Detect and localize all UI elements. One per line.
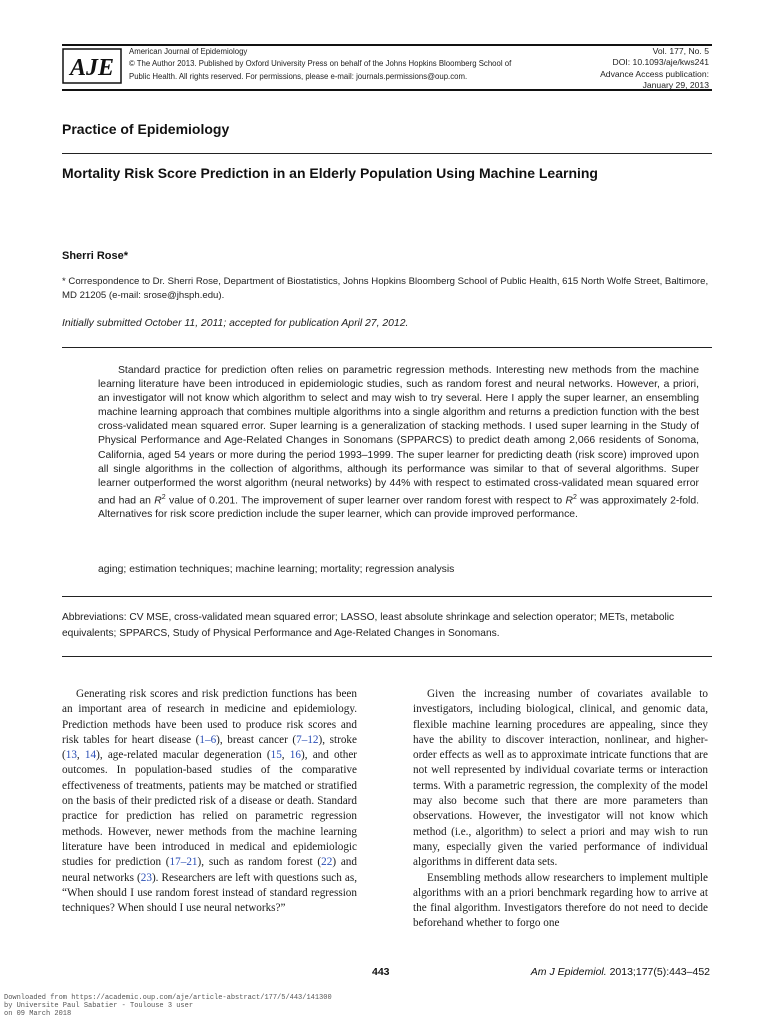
journal-name: American Journal of Epidemiology	[129, 47, 248, 56]
body-left-column	[62, 687, 357, 916]
body-text: ), and other outcomes. In population-based studies of the comparative effectiveness of treatments, patients may be matched or stratified on the basis of their predicted risk of a disease or death. Standard practice for prediction has relied on parametric regression methods. However, newer methods from the machine learning literature have been introduced in medical and epidemiologic studies for prediction (	[62, 749, 358, 869]
citation-details: 2013;177(5):443–452	[606, 966, 710, 978]
author-name: Sherri Rose*	[62, 250, 129, 262]
citation-link[interactable]: 16	[289, 749, 301, 762]
body-top-rule	[62, 656, 712, 657]
citation-link[interactable]: 1–6	[199, 733, 217, 746]
body-text: ), age-related macular degeneration (	[96, 749, 271, 762]
header-bottom-rule	[62, 89, 712, 91]
doi-line: DOI: 10.1093/aje/kws241	[612, 57, 709, 68]
right-paragraph-2: Ensembling methods allow researchers to implement multiple algorithms with an a priori benchmark regarding how to arrive at the final algorithm. Investigators therefore do not need to decide beforehand whether to forgo one	[413, 871, 708, 930]
right-paragraph-1: Given the increasing number of covariates available to investigators, including biological, clinical, and genomic data, flexible machine learning procedures are appealing, since they have the ability to discover interaction, nonlinear, and higher-order effects as well as to approximate intricate functions that are not well represented by individual covariate terms or interaction terms. With a parametric regression, the complexity of the model may also become such that there are more parameters than observations. However, the investigator will not know which method (i.e., algorithm) to select a priori and may wish to run many, especially given the varied performance of individual algorithms in different data sets.	[413, 688, 708, 869]
abstract-text-part1: Standard practice for prediction often relies on parametric regression methods. Interesting new methods from the machine learning literature have been introduced in epidemiologic studies, such as random forest and neural networks. However, a priori, an investigator will not know which algorithm to select and may wish to try several. Here I apply the super learner, an ensembling machine learning approach that combines multiple algorithms into a single algorithm and returns a prediction function with the best cross-validated mean squared error. Super learning is a generalization of stacking methods. I used super learning in the Study of Physical Performance and Age-Related Changes in Sonomans (SPPARCS) to predict death among 2,066 residents of Sonoma, California, aged 54 years or more during the period 1993–1999. The super learner for predicting death (risk score) improved upon all single algorithms in the collection of algorithms, although its performance was similar to that of several algorithms. Super learner outperformed the worst algorithm (neural networks) by 44% with respect to estimated cross-validated mean squared error and had an	[98, 365, 699, 507]
citation-link[interactable]: 15	[270, 749, 282, 762]
submission-dates: Initially submitted October 11, 2011; accepted for publication April 27, 2012.	[62, 318, 409, 329]
citation-link[interactable]: 13	[65, 749, 77, 762]
abbreviations: Abbreviations: CV MSE, cross-validated mean squared error; LASSO, least absolute shrinkage and selection operator; METs, metabolic equivalents; SPPARCS, Study of Physical Performance and Age-Related Changes in Sonomans.	[62, 612, 675, 639]
footer-citation	[531, 966, 710, 978]
permissions-line: Public Health. All rights reserved. For permissions, please e-mail: journals.permissions@oup.com.	[129, 71, 468, 81]
citation-link[interactable]: 7–12	[296, 733, 319, 746]
abstract-top-rule	[62, 347, 712, 348]
r-squared-symbol: R	[154, 495, 162, 507]
body-text: ) and neural networks (	[62, 856, 357, 884]
article-title: Mortality Risk Score Prediction in an Elderly Population Using Machine Learning	[62, 165, 598, 181]
abstract-text-part2: value of 0.201. The improvement of super learner over random forest with respect to	[165, 495, 566, 507]
publication-date-line: January 29, 2013	[642, 80, 709, 91]
abstract-bottom-rule	[62, 596, 712, 597]
citation-journal: Am J Epidemiol.	[530, 966, 607, 978]
keywords: aging; estimation techniques; machine learning; mortality; regression analysis	[98, 564, 455, 575]
download-user-line: by Universite Paul Sabatier - Toulouse 3 user	[4, 1001, 194, 1010]
body-text: ,	[76, 749, 85, 762]
download-url-line: Downloaded from https://academic.oup.com/aje/article-abstract/177/5/443/141300	[4, 994, 332, 1002]
aje-logo	[62, 47, 122, 85]
body-text: ,	[281, 749, 290, 762]
page-number: 443	[372, 966, 390, 978]
body-text: ), such as random forest (	[197, 856, 322, 869]
download-date-line: on 09 March 2018	[4, 1009, 72, 1018]
citation-link[interactable]: 22	[321, 856, 333, 869]
r-squared-exponent-2: 2	[573, 493, 577, 501]
citation-link[interactable]: 23	[140, 871, 152, 884]
body-text: ), breast cancer (	[216, 733, 297, 746]
citation-link[interactable]: 14	[84, 749, 97, 762]
body-text: Generating risk scores and risk prediction functions has been an important area of research in medicine and epidemiology. Prediction methods have been used to produce risk scores and risk tables for heart disease (	[62, 688, 357, 746]
left-paragraph	[62, 687, 357, 916]
correspondence-note: * Correspondence to Dr. Sherri Rose, Department of Biostatistics, Johns Hopkins Bloomberg School of Public Health, 615 North Wolfe Street, Baltimore, MD 21205 (e-mail: srose@jhsph.edu).	[62, 276, 709, 302]
download-note	[4, 995, 332, 1018]
abstract-text-part3: was approximately 2-fold. Alternatives for risk score prediction include the super learner, which can provide improved performance.	[98, 495, 699, 521]
advance-access-line: Advance Access publication:	[600, 68, 709, 79]
r-squared-exponent: 2	[161, 493, 166, 501]
body-text: ), stroke (	[62, 733, 357, 762]
volume-line: Vol. 177, No. 5	[652, 46, 709, 56]
section-title: Practice of Epidemiology	[62, 121, 230, 137]
r-squared-symbol-2: R	[565, 495, 574, 507]
abstract	[98, 364, 699, 523]
citation-link[interactable]: 17–21	[169, 856, 198, 869]
copyright-line: © The Author 2013. Published by Oxford University Press on behalf of the Johns Hopkins Bloomberg School of	[129, 59, 512, 69]
issue-info	[539, 46, 709, 92]
body-text: ). Researchers are left with questions such as, “When should I use random forest instead of standard regression techniques? When should I use neural networks?”	[62, 871, 358, 915]
section-rule	[62, 153, 712, 154]
logo-text: AJE	[69, 55, 115, 81]
body-right-column	[413, 687, 708, 932]
journal-info	[129, 46, 549, 83]
